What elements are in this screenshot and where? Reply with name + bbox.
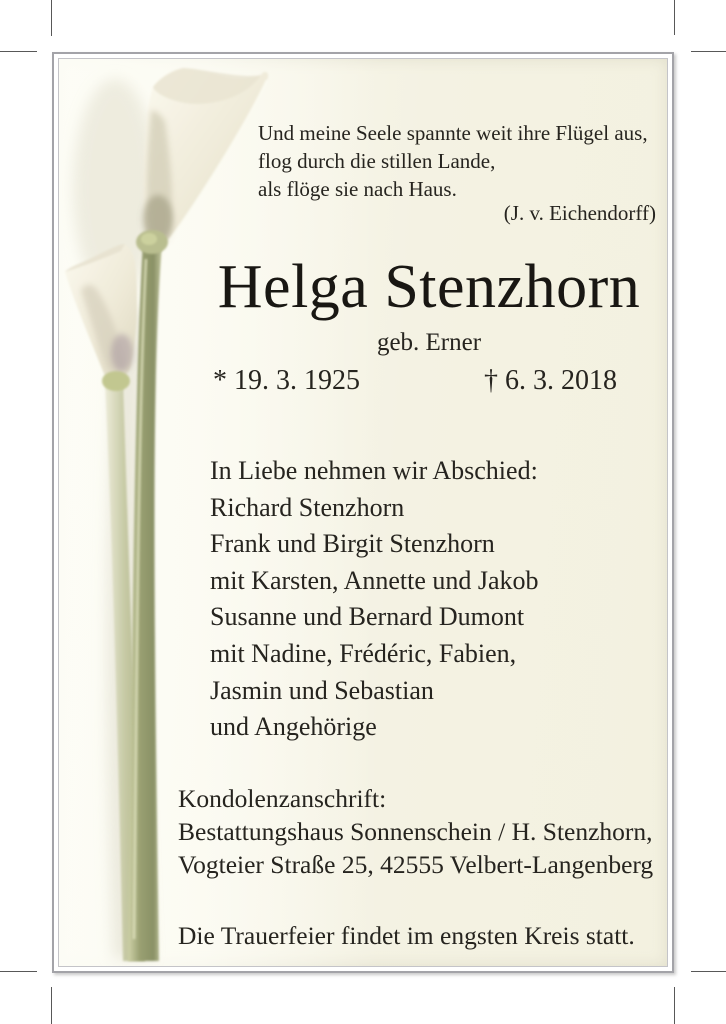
- memorial-card: [52, 52, 674, 973]
- farewell-intro: In Liebe nehmen wir Abschied:: [210, 456, 538, 485]
- crop-mark: [674, 0, 675, 35]
- farewell-block: [210, 453, 650, 746]
- deceased-block: [199, 252, 659, 358]
- condolence-block: [178, 782, 658, 881]
- mourner-line: und Angehörige: [210, 712, 377, 742]
- mourner-line: Susanne und Bernard Dumont: [210, 602, 525, 632]
- mourner-line: mit Karsten, Annette und Jakob: [210, 565, 539, 595]
- life-dates: [213, 364, 617, 398]
- crop-mark: [0, 971, 37, 972]
- maiden-name: geb. Erner: [376, 329, 482, 357]
- opening-quote: [258, 119, 656, 227]
- condolence-line: Vogteier Straße 25, 42555 Velbert-Langenberg: [178, 850, 654, 879]
- condolence-line: Bestattungshaus Sonnenschein / H. Stenzhorn,: [178, 817, 653, 846]
- crop-mark: [0, 51, 37, 52]
- mourner-line: Richard Stenzhorn: [210, 492, 405, 522]
- quote-line: flog durch die stillen Lande,: [258, 149, 496, 173]
- funeral-note: Die Trauerfeier findet im engsten Kreis statt.: [178, 921, 635, 950]
- mourner-line: mit Nadine, Frédéric, Fabien,: [210, 638, 517, 668]
- quote-line: als flöge sie nach Haus.: [258, 177, 457, 201]
- mourner-line: Frank und Birgit Stenzhorn: [210, 529, 495, 559]
- crop-mark: [691, 971, 726, 972]
- condolence-label: Kondolenzanschrift:: [178, 784, 387, 813]
- crop-mark: [51, 987, 52, 1024]
- memorial-card-inner: [58, 58, 668, 967]
- quote-attribution: (J. v. Eichendorff): [503, 201, 656, 225]
- crop-mark: [691, 51, 726, 52]
- death-date: † 6. 3. 2018: [484, 365, 617, 396]
- birth-date: * 19. 3. 1925: [213, 365, 360, 396]
- deceased-name: Helga Stenzhorn: [217, 253, 641, 321]
- crop-mark: [51, 0, 52, 36]
- mourner-line: Jasmin und Sebastian: [210, 675, 434, 705]
- crop-mark: [674, 987, 675, 1024]
- quote-line: Und meine Seele spannte weit ihre Flügel aus,: [258, 121, 648, 145]
